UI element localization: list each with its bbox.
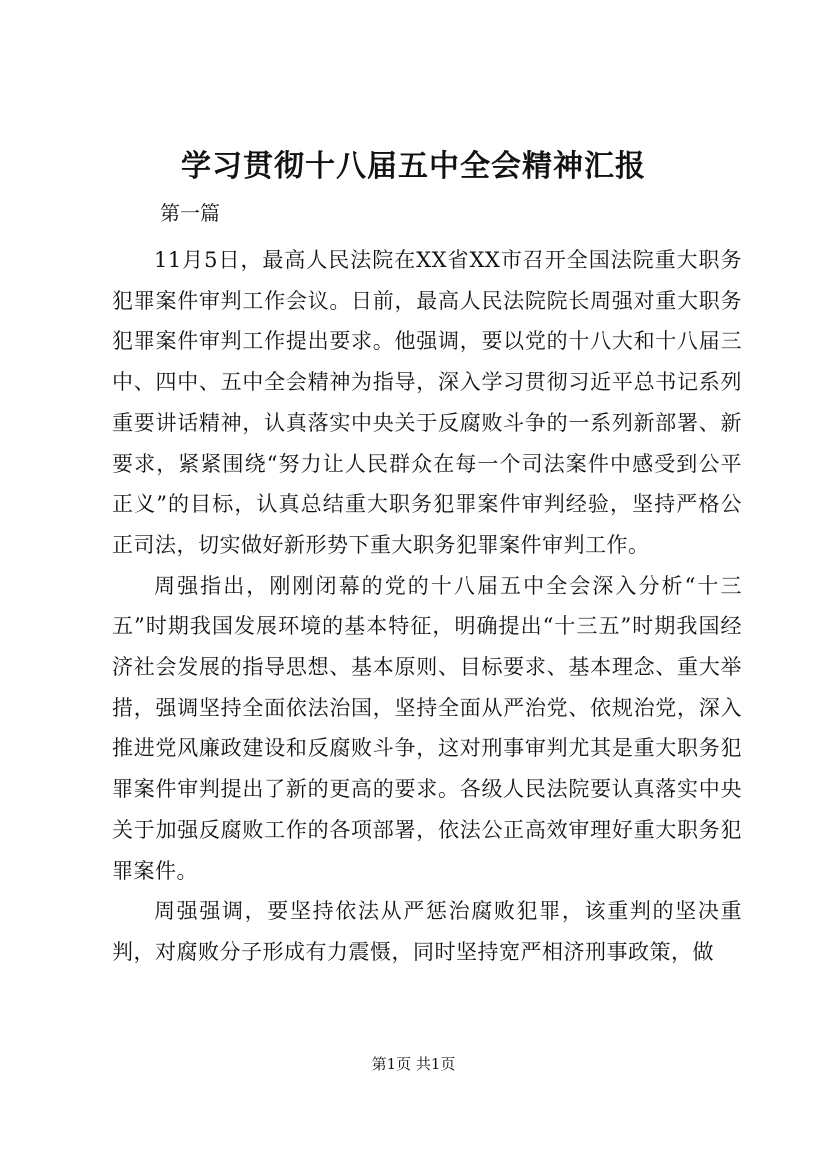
paragraph-2: 周强指出，刚刚闭幕的党的十八届五中全会深入分析“十三五”时期我国发展环境的基本特征，明确提出“十三五”时期我国经济社会发展的指导思想、基本原则、目标要求、基本理念、重大举措，强调坚持全面依法治国，坚持全面从严治党、依规治党，深入推进党风廉政建设和反腐败斗争，这对刑事审判尤其是重大职务犯罪案件审判提出了新的更高的要求。各级人民法院要认真落实中央关于加强反腐败工作的各项部署，依法公正高效审理好重大职务犯罪案件。 <box>112 573 742 883</box>
section-heading: 第一篇 <box>160 201 220 225</box>
document-body <box>112 240 742 973</box>
paragraph-1: 11月5日，最高人民法院在XX省XX市召开全国法院重大职务犯罪案件审判工作会议。日前，最高人民法院院长周强对重大职务犯罪案件审判工作提出要求。他强调，要以党的十八大和十八届三中、四中、五中全会精神为指导，深入学习贯彻习近平总书记系列重要讲话精神，认真落实中央关于反腐败斗争的一系列新部署、新要求，紧紧围绕“努力让人民群众在每一个司法案件中感受到公平正义”的目标，认真总结重大职务犯罪案件审判经验，坚持严格公正司法，切实做好新形势下重大职务犯罪案件审判工作。 <box>112 248 742 557</box>
document-title: 学习贯彻十八届五中全会精神汇报 <box>181 149 646 184</box>
page-footer: 第1页 共1页 <box>371 1055 456 1073</box>
paragraph-3: 周强强调，要坚持依法从严惩治腐败犯罪，该重判的坚决重判，对腐败分子形成有力震慑，同时坚持宽严相济刑事政策，做 <box>112 899 742 964</box>
